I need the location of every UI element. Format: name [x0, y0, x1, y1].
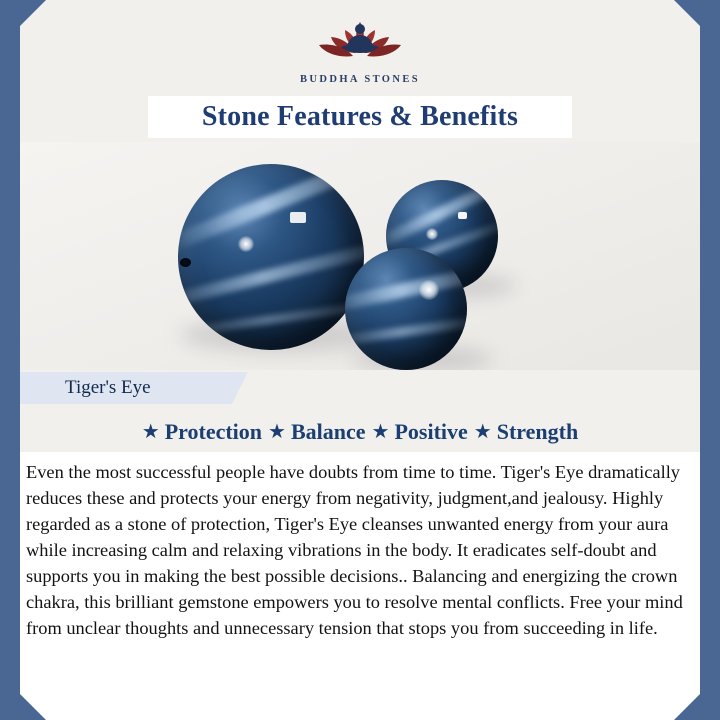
brand-logo — [0, 14, 720, 85]
frame-corner-bottom-left — [20, 694, 46, 720]
lotus-meditation-icon — [312, 14, 408, 72]
description-text: Even the most successful people have doubts from time to time. Tiger's Eye dramatically reduces these and protects your energy from negativity, judgment,and jealousy. Highly regarded as a stone of protection, Tiger's Eye cleanses unwanted energy from your aura while increasing calm and relaxing vibrations in the body. It eradicates self-doubt and supports you in making the best possible decisions.. Balancing and energizing the crown chakra, this brilliant gemstone empowers you to resolve mental conflicts. Free your mind from unclear thoughts and unnecessary tension that stops you from succeeding in life. — [26, 462, 683, 638]
star-icon: ★ — [473, 421, 492, 443]
benefit-label: Balance — [290, 419, 366, 444]
gemstone-sphere-large — [178, 164, 364, 350]
benefit-item — [372, 419, 468, 445]
frame-corner-top-left — [20, 0, 46, 26]
benefit-item — [142, 419, 262, 445]
benefit-item — [268, 419, 366, 445]
benefit-label: Strength — [496, 419, 579, 444]
stone-name: Tiger's Eye — [65, 377, 151, 398]
benefit-label: Positive — [394, 419, 468, 444]
gemstone-sphere-small — [345, 248, 467, 370]
star-icon: ★ — [371, 421, 390, 443]
page-title — [148, 96, 572, 138]
benefit-label: Protection — [164, 419, 263, 444]
benefit-item — [474, 419, 578, 445]
tag-clip — [232, 372, 248, 404]
frame-corner-top-right — [674, 0, 700, 26]
benefits-list — [0, 412, 720, 452]
frame-bar-left — [0, 0, 20, 720]
page-title-text: Stone Features & Benefits — [201, 101, 519, 132]
stone-photo — [0, 142, 720, 370]
star-icon: ★ — [141, 421, 160, 443]
star-icon: ★ — [268, 421, 286, 443]
stone-name-tag — [20, 372, 232, 404]
frame-bar-right — [700, 0, 720, 720]
description-panel — [20, 452, 700, 720]
frame-corner-bottom-right — [674, 694, 700, 720]
brand-name: BUDDHA STONES — [300, 74, 420, 85]
